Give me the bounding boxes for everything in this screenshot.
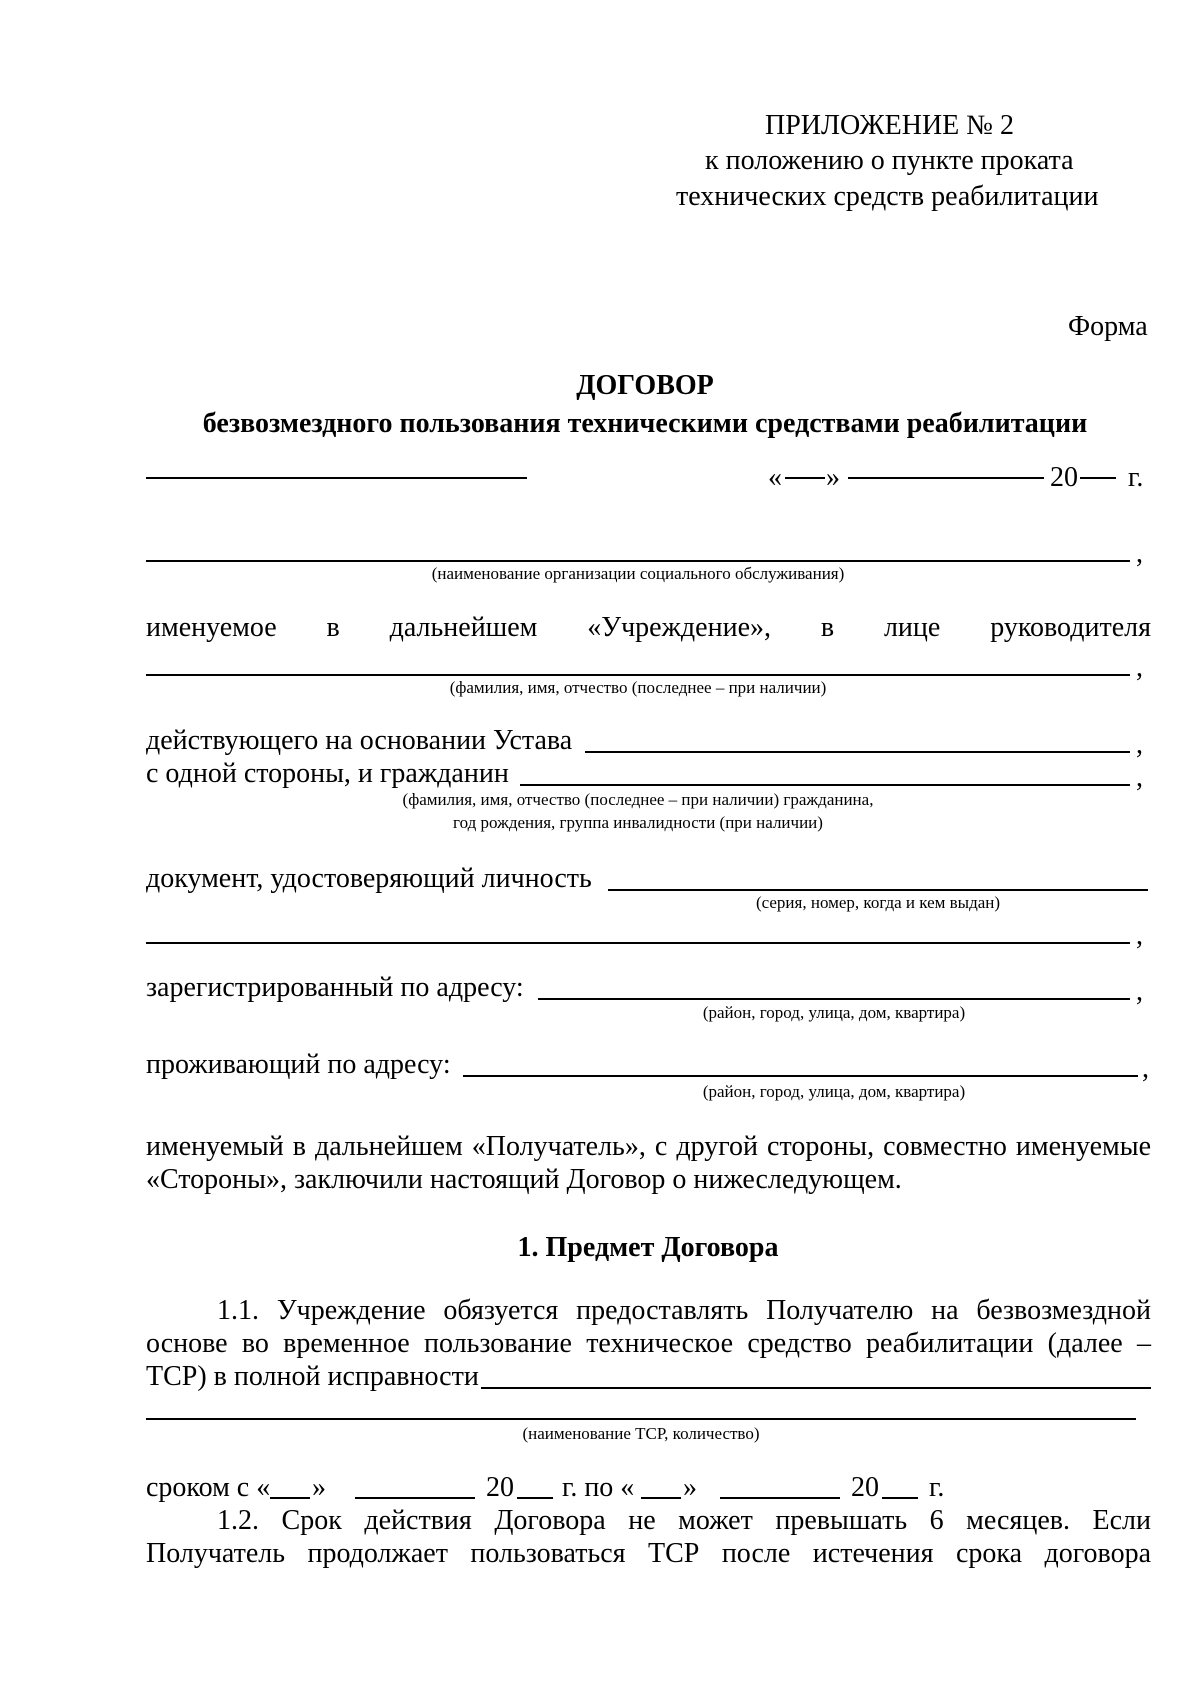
citizen-label: с одной стороны, и гражданин [146, 758, 509, 789]
org-name-caption: (наименование организации социального обслуживания) [431, 564, 845, 583]
clause-1-2-line-2: Получатель продолжает пользоваться ТСР после истечения срока договора [146, 1538, 1151, 1569]
id-doc-field[interactable] [608, 889, 1148, 891]
term-from-label: сроком с « [146, 1472, 271, 1503]
term-to-month-field[interactable] [720, 1497, 840, 1499]
date-year-suffix: г. [1128, 462, 1144, 493]
clause-1-1-line-3: ТСР) в полной исправности [146, 1361, 479, 1392]
term-from-year-field[interactable] [517, 1497, 553, 1499]
comma: , [1142, 1053, 1149, 1084]
appendix-line-2: к положению о пункте проката [705, 145, 1074, 176]
tsr-name-caption: (наименование ТСР, количество) [522, 1424, 760, 1443]
term-to-label: г. по « [562, 1472, 635, 1503]
date-open-quote: « [768, 462, 782, 493]
term-from-month-field[interactable] [355, 1497, 475, 1499]
tsr-name-field-2[interactable] [146, 1418, 1136, 1420]
comma: , [1136, 538, 1143, 569]
head-name-field[interactable] [146, 674, 1130, 676]
citizen-caption-1: (фамилия, имя, отчество (последнее – при наличии) гражданина, [402, 790, 874, 809]
named-word: «Учреждение», [587, 612, 771, 643]
address-reg-label: зарегистрированный по адресу: [146, 972, 524, 1003]
intro-line-2: «Стороны», заключили настоящий Договор о нижеследующем. [146, 1164, 902, 1195]
appendix-line-3: технических средств реабилитации [676, 181, 1099, 212]
document-title: ДОГОВОР [576, 370, 714, 401]
named-institution-line [146, 612, 1151, 644]
intro-line-1: именуемый в дальнейшем «Получатель», с другой стороны, совместно именуемые [146, 1131, 1151, 1162]
citizen-field[interactable] [520, 784, 1130, 786]
named-word: в [326, 612, 340, 643]
date-year-field[interactable] [1080, 477, 1116, 479]
form-label: Форма [1068, 311, 1148, 342]
section-1-heading: 1. Предмет Договора [517, 1232, 779, 1263]
term-to-year-prefix: 20 [851, 1472, 879, 1503]
place-field[interactable] [146, 477, 527, 479]
charter-label: действующего на основании Устава [146, 725, 573, 756]
named-word: именуемое [146, 612, 277, 643]
charter-field[interactable] [585, 751, 1130, 753]
date-year-prefix: 20 [1050, 462, 1078, 493]
citizen-caption-2: год рождения, группа инвалидности (при наличии) [453, 813, 823, 832]
named-word: в [820, 612, 835, 643]
head-name-caption: (фамилия, имя, отчество (последнее – при наличии) [449, 678, 827, 697]
address-reg-caption: (район, город, улица, дом, квартира) [702, 1003, 966, 1022]
comma: , [1136, 652, 1143, 683]
id-doc-caption: (серия, номер, когда и кем выдан) [755, 893, 1001, 912]
document-subtitle: безвозмездного пользования техническими средствами реабилитации [202, 408, 1088, 439]
term-to-day-field[interactable] [641, 1497, 681, 1499]
org-name-field[interactable] [146, 560, 1130, 562]
date-month-field[interactable] [848, 477, 1044, 479]
comma: , [1136, 976, 1143, 1007]
clause-1-1-line-1: 1.1. Учреждение обязуется предоставлять Получателю на безвозмездной [217, 1295, 1151, 1326]
tsr-name-field[interactable] [481, 1387, 1151, 1389]
term-to-close-quote: » [683, 1472, 697, 1503]
term-from-day-field[interactable] [270, 1497, 310, 1499]
clause-1-2-line-1: 1.2. Срок действия Договора не может превышать 6 месяцев. Если [217, 1505, 1151, 1536]
comma: , [1136, 762, 1143, 793]
term-from-close-quote: » [312, 1472, 326, 1503]
address-reg-field[interactable] [538, 998, 1130, 1000]
named-word: дальнейшем [389, 612, 538, 643]
appendix-number: ПРИЛОЖЕНИЕ № 2 [765, 110, 1014, 141]
address-live-field[interactable] [463, 1075, 1138, 1077]
date-close-quote: » [826, 462, 840, 493]
id-doc-label: документ, удостоверяющий личность [146, 863, 592, 894]
address-live-label: проживающий по адресу: [146, 1049, 451, 1080]
address-live-caption: (район, город, улица, дом, квартира) [702, 1082, 966, 1101]
id-doc-field-2[interactable] [146, 942, 1130, 944]
term-from-year-prefix: 20 [486, 1472, 514, 1503]
date-day-field[interactable] [785, 477, 825, 479]
named-word: лице [883, 612, 941, 643]
term-to-year-field[interactable] [882, 1497, 918, 1499]
term-to-year-suffix: г. [929, 1472, 945, 1503]
clause-1-1-line-2: основе во временное пользование техническое средство реабилитации (далее – [146, 1328, 1151, 1359]
comma: , [1136, 920, 1143, 951]
named-word: руководителя [990, 612, 1151, 643]
comma: , [1136, 729, 1143, 760]
